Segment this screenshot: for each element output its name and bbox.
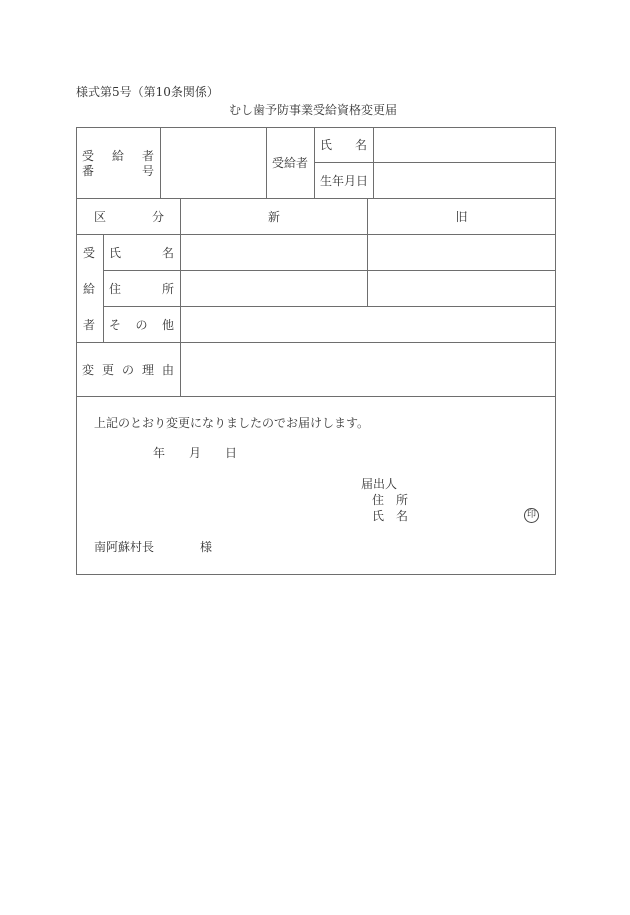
recipient-side-label-3: 者 [83,318,96,332]
date-year: 年 [153,446,166,460]
row-name-label: 氏 名 [109,246,174,260]
birthdate-field[interactable] [374,163,555,198]
form-number: 様式第5号（第10条関係） [76,85,219,99]
applicant-label: 届出人 [361,477,398,491]
new-column-header: 新 [267,210,280,224]
divider [76,396,556,397]
old-address-field[interactable] [368,271,555,306]
row-address-label: 住 所 [109,282,174,296]
date-day: 日 [225,446,238,460]
other-field[interactable] [181,307,555,342]
applicant-address-label-1: 住 [372,493,385,507]
name-label: 氏 名 [320,138,367,152]
divider [76,198,556,199]
table-border-left [76,127,77,575]
recipient-side-label-1: 受 [83,246,96,260]
reason-label: 変 更 の 理 由 [82,363,174,377]
recipient-number-label-line2: 番 号 [82,164,154,178]
date-month: 月 [189,446,202,460]
row-other-label: そ の 他 [109,318,174,332]
applicant-name-label-1: 氏 [372,509,385,523]
old-name-field[interactable] [368,235,555,270]
recipient-label: 受給者 [272,156,309,170]
new-address-field[interactable] [181,271,367,306]
table-border-right [555,127,556,575]
table-border-bottom [76,574,556,575]
recipient-number-label-line1: 受 給 者 [82,149,154,163]
form-title: むし歯予防事業受給資格変更届 [229,103,398,117]
birthdate-label: 生年月日 [320,174,369,188]
seal-icon: 印 [524,508,539,523]
recipient-side-label-2: 給 [83,282,96,296]
name-field[interactable] [374,128,555,162]
recipient-number-field[interactable] [161,128,266,198]
category-label: 区 分 [94,210,164,224]
old-column-header: 旧 [455,210,468,224]
new-name-field[interactable] [181,235,367,270]
addressee: 南阿蘇村長 [94,540,155,554]
divider [266,127,267,198]
honorific: 様 [200,540,213,554]
reason-field[interactable] [181,343,555,396]
divider [103,234,104,342]
declaration-statement: 上記のとおり変更になりましたのでお届けします。 [94,416,370,430]
applicant-name-label-2: 名 [396,509,409,523]
applicant-address-label-2: 所 [396,493,409,507]
